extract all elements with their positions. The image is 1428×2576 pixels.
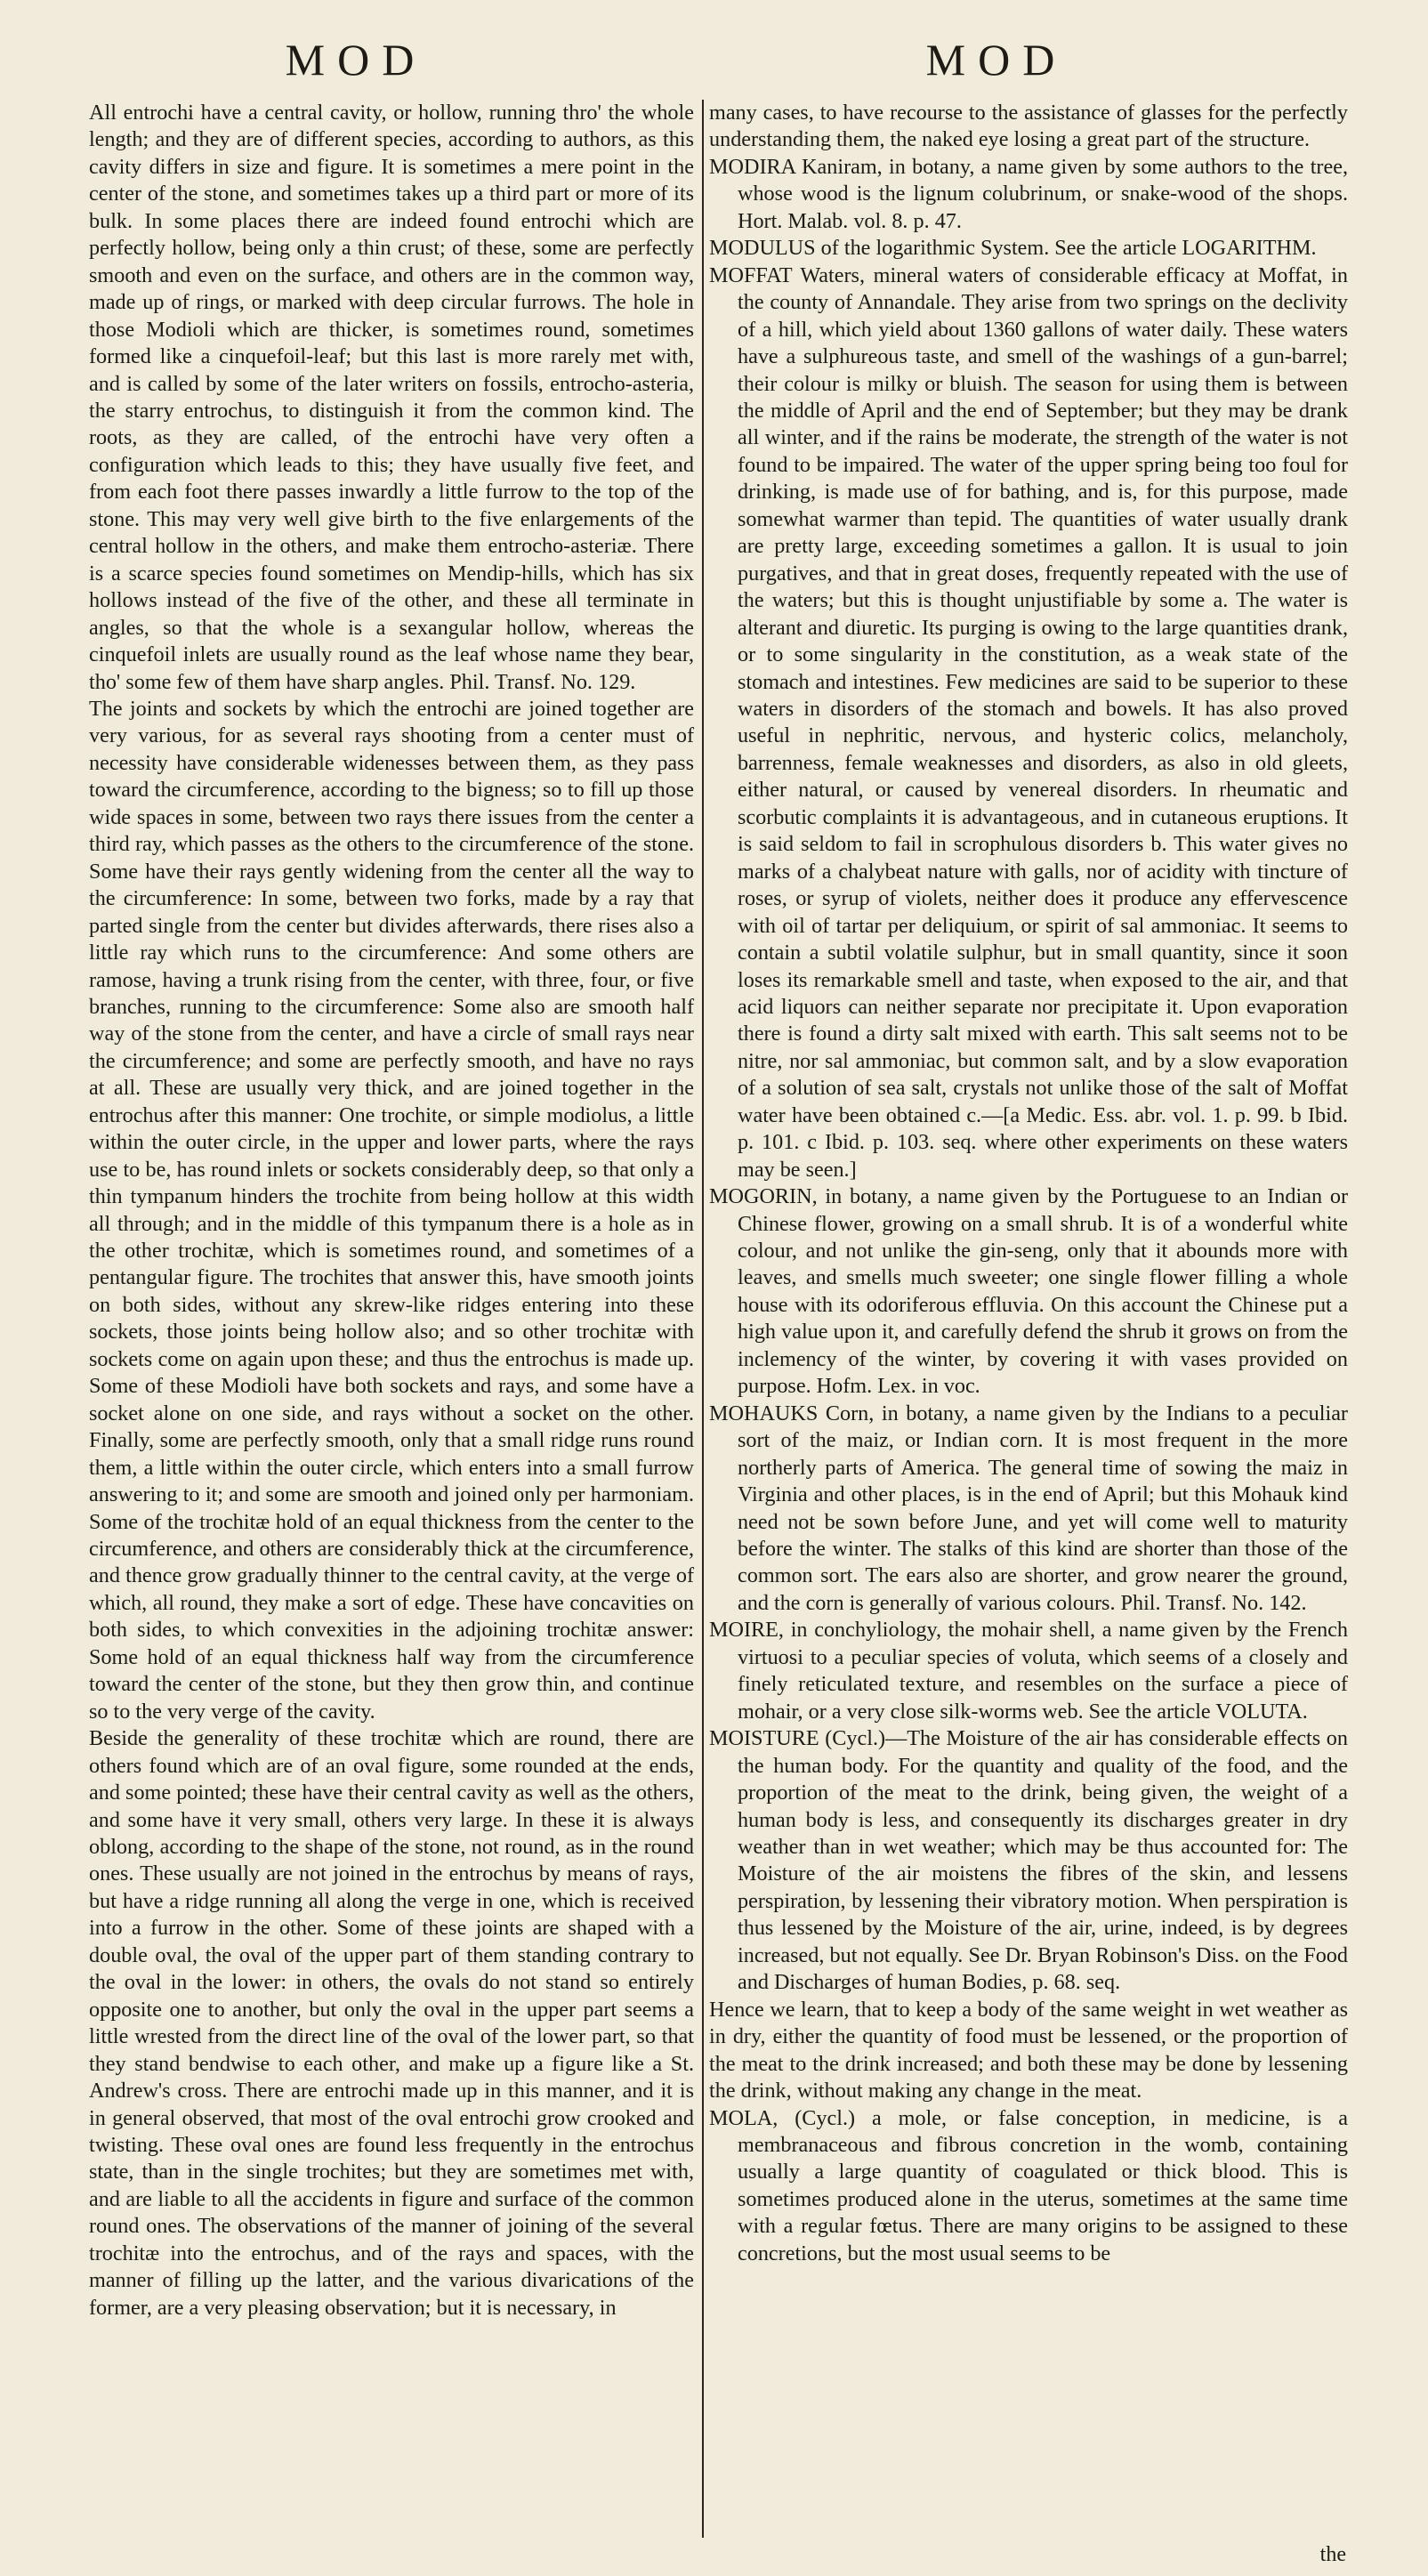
paragraph-joints-sockets: The joints and sockets by which the entrochi are joined together are very various, for as several rays shooting from a center must of necessity have considerable widenesses between them, as they pass toward the circumference, according to the bigness; so to fill up those wide spaces in some, between two rays there issues from the center a third ray, which passes as the others to the circumference of the stone. Some have their rays gently widening from the center all the way to the circumference: In some, between two forks, made by a ray that parted single from the center but divides afterwards, there rises also a little ray which runs to the circumference: And some others are ramose, having a trunk rising from the center, with three, four, or five branches, running to the circumference: Some also are smooth half way of the stone from the center, and have a circle of small rays near the circumference; and some are perfectly smooth, and have no rays at all. These are usually very thick, and are joined together in the entrochus after this manner: One trochite, or simple modiolus, a little within the outer circle, in the upper and lower parts, where the rays use to be, has round inlets or sockets considerably deep, so that only a thin tympanum hinders the trochite from being hollow at this width all through; and in the middle of this tympanum there is a hole as in the other trochitæ, which is sometimes round, and sometimes of a pentangular figure. The trochites that answer this, have smooth joints on both sides, without any skrew-like ridges entering into these sockets, those joints being hollow also; and so other trochitæ with sockets come on again upon these; and thus the entrochus is made up. Some of these Modioli have both sockets and rays, and some have a socket alone on one side, and rays without a socket on the other. Finally, some are perfectly smooth, only that a small ridge runs round them, a little within the outer circle, which enters into a small furrow answering to it; and some are smooth and joined only per harmoniam. Some of the trochitæ hold of an equal thickness from the center to the circumference, and others are considerably thick at the circumference, and thence grow gradually thinner to the central cavity, at the verge of which, all round, they make a sort of edge. These have concavities on both sides, to which convexities in the adjoining trochitæ answer: Some hold of an equal thickness half way from the circumference toward the center of the stone, but they then grow thin, and continue so to the very verge of the cavity. (89, 696, 694, 1724)
paragraph-oval-trochitae: Beside the generality of these trochitæ which are round, there are others found which are of an oval figure, some rounded at the ends, and some pointed; these have their central cavity as well as the others, and some have it very small, others very large. In these it is always oblong, according to the shape of the stone, not round, as in the round ones. These usually are not joined in the entrochus by means of rays, but have a ridge running all along the verge in one, which is received into a furrow in the other. Some of these joints are shaped with a double oval, the oval of the upper part of them standing contrary to the oval in the lower: in others, the ovals do not stand so entirely opposite one to another, but only the oval in the upper part seems a little wrested from the direct line of the oval of the lower part, so that they stand bendwise to each other, and make up a figure like a St. Andrew's cross. There are entrochi made up in this manner, and it is in general observed, that most of the oval entrochi grow crooked and twisting. These oval ones are found less frequently in the entrochus state, than in the single trochites; but they are sometimes met with, and are liable to all the accidents in figure and surface of the common round ones. The observations of the manner of joining of the several trochitæ into the entrochus, and of the rays and spaces, with the manner of filling up the latter, and the various divarications of the former, are a very pleasing observation; but it is necessary, in (89, 1726, 694, 2320)
paragraph-moisture-hence: Hence we learn, that to keep a body of the same weight in wet weather as in dry, either the quantity of food must be lessened, or the proportion of the meat to the drink increased; and both these may be done by lessening the drink, without making any change in the meat. (709, 1997, 1348, 2104)
entry-moisture: MOISTURE (Cycl.)—The Moisture of the air has considerable effects on the human body. For the quantity and quality of the food, and the proportion of the meat to the drink, being given, the weight of a human body is less, and consequently its discharges greater in dry weather than in wet weather; which may be thus accounted for: The Moisture of the air moistens the fibres of the skin, and lessens perspiration, by lessening their vibratory motion. When perspiration is thus lessened by the Moisture of the air, urine, indeed, is by degrees increased, but not equally. See Dr. Bryan Robinson's Diss. on the Food and Discharges of human Bodies, p. 68. seq. (709, 1726, 1348, 1995)
entry-mola: MOLA, (Cycl.) a mole, or false conception, in medicine, is a membranaceous and fibrous concretion in the womb, containing usually a large quantity of coagulated or thick blood. This is sometimes produced alone in the uterus, sometimes at the same time with a regular fœtus. There are many origins to be assigned to these concretions, but the most usual seems to be (709, 2105, 1348, 2265)
entry-mohauks-corn: MOHAUKS Corn, in botany, a name given by the Indians to a peculiar sort of the maiz, or Indian corn. It is most frequent in the more northerly parts of America. The general time of sowing the maiz in Virginia and other places, is in the end of April; but this Mohauk kind need not be sown before June, and yet will come well to maturity before the winter. The stalks of this kind are shorter than those of the common sort. The ears also are shorter, and grow nearer the ground, and the corn is generally of various colours. Phil. Transf. No. 142. (709, 1401, 1348, 1615)
column-divider (702, 100, 704, 2538)
catchword: the (1319, 2543, 1346, 2566)
right-column (709, 100, 1348, 2267)
running-head-left: MOD (285, 35, 427, 85)
entry-mogorin: MOGORIN, in botany, a name given by the Portuguese to an Indian or Chinese flower, growing on a small shrub. It is of a wonderful white colour, and not unlike the gin-seng, only that it abounds more with leaves, and smells much sweeter; one single flower filling a whole house with its odoriferous effluvia. On this account the Chinese put a high value upon it, and carefully defend the shrub it grows on from the inclemency of the winter, by covering it with vases provided on purpose. Hofm. Lex. in voc. (709, 1184, 1348, 1399)
entry-moire: MOIRE, in conchyliology, the mohair shell, a name given by the French virtuosi to a peculiar species of voluta, which seems of a closely and finely reticulated texture, and resembles on the surface a piece of mohair, or a very close silk-worms web. See the article VOLUTA. (709, 1618, 1348, 1724)
entry-modulus: MODULUS of the logarithmic System. See the article LOGARITHM. (709, 236, 1317, 261)
paragraph-entrochi-cavity: All entrochi have a central cavity, or hollow, running thro' the whole length; and they are of different species, according to authors, as this cavity differs in size and figure. It is sometimes a mere point in the center of the stone, and sometimes takes up a third part or more of its bulk. In some places there are indeed found entrochi which are perfectly hollow, being only a thin crust; of these, some are perfectly smooth and even on the surface, and others are in the common way, made up of rings, or marked with deep circular furrows. The hole in those Modioli which are thicker, is sometimes round, sometimes formed like a cinquefoil-leaf; but this last is more rarely met with, and is called by some of the later writers on fossils, entrocho-asteria, the starry entrochus, to distinguish it from the common kind. The roots, as they are called, of the entrochi have very often a configuration which leads to this; they have usually five feet, and from each foot there passes inwardly a little furrow to the top of the stone. This may very well give birth to the five enlargements of the central hollow in the others, and make them entrocho-asteriæ. There is a scarce species found sometimes on Mendip-hills, which has six hollows instead of the five of the other, and these all terminate in angles, so that the whole is a sexangular hollow, whereas the cinquefoil inlets are usually round as the leaf whose name they bear, tho' some few of them have sharp angles. Phil. Transf. No. 129. (89, 101, 694, 694)
paragraph-continuation: many cases, to have recourse to the assistance of glasses for the perfectly understanding them, the naked eye losing a great part of the structure. (709, 101, 1348, 152)
running-head-right: MOD (925, 35, 1068, 85)
left-column (89, 100, 694, 2322)
entry-modira: MODIRA Kaniram, in botany, a name given by some authors to the tree, whose wood is the lignum colubrinum, or snake-wood of the shops. Hort. Malab. vol. 8. p. 47. (709, 154, 1348, 233)
entry-moffat-waters: MOFFAT Waters, mineral waters of considerable efficacy at Moffat, in the county of Annandale. They arise from two springs on the declivity of a hill, which yield about 1360 gallons of water daily. These waters have a sulphureous taste, and smell of the washings of a gun-barrel; their colour is milky or bluish. The season for using them is between the middle of April and the end of September; but they may be drank all winter, and if the rains be moderate, the strength of the water is not found to be impaired. The water of the upper spring being too foul for drinking, is made use of for bathing, and is, for this purpose, made somewhat warmer than tepid. The quantities of water usually drank are pretty large, exceeding sometimes a gallon. It is usual to join purgatives, and that in great doses, frequently repeated with the use of the waters; but this is thought unjustifiable by some a. The water is alterant and diuretic. Its purging is owing to the large quantities drank, or to some singularity in the constitution, as a weak state of the stomach and intestines. Few medicines are said to be superior to these waters in disorders of the stomach and bowels. It has also proved useful in nephritic, nervous, and hysteric colics, melancholy, barrenness, female weaknesses and disorders, as also in old gleets, either natural, or caused by venereal disorders. In rheumatic and scorbutic complaints it is advantageous, and in cutaneous eruptions. It is said seldom to fail in scrophulous disorders b. This water gives no marks of a chalybeat nature with galls, nor of acidity with tincture of roses, or syrup of violets, neither does it produce any effervescence with oil of tartar per deliquium, or spirit of sal ammoniac. It seems to contain a subtil volatile sulphur, but in small quantity, since it soon loses its remarkable smell and taste, when exposed to the air, and that acid liquors can neither separate nor precipitate it. Upon evaporation there is found a dirty salt mixed with earth. This salt seems not to be nitre, nor sal ammoniac, but common salt, and by a slow evaporation of a solution of sea salt, crystals not unlike those of the salt of Moffat water have been obtained c.—[a Medic. Ess. abr. vol. 1. p. 99. b Ibid. p. 101. c Ibid. p. 103. seq. where other experiments on these waters may be seen.] (709, 262, 1348, 1182)
